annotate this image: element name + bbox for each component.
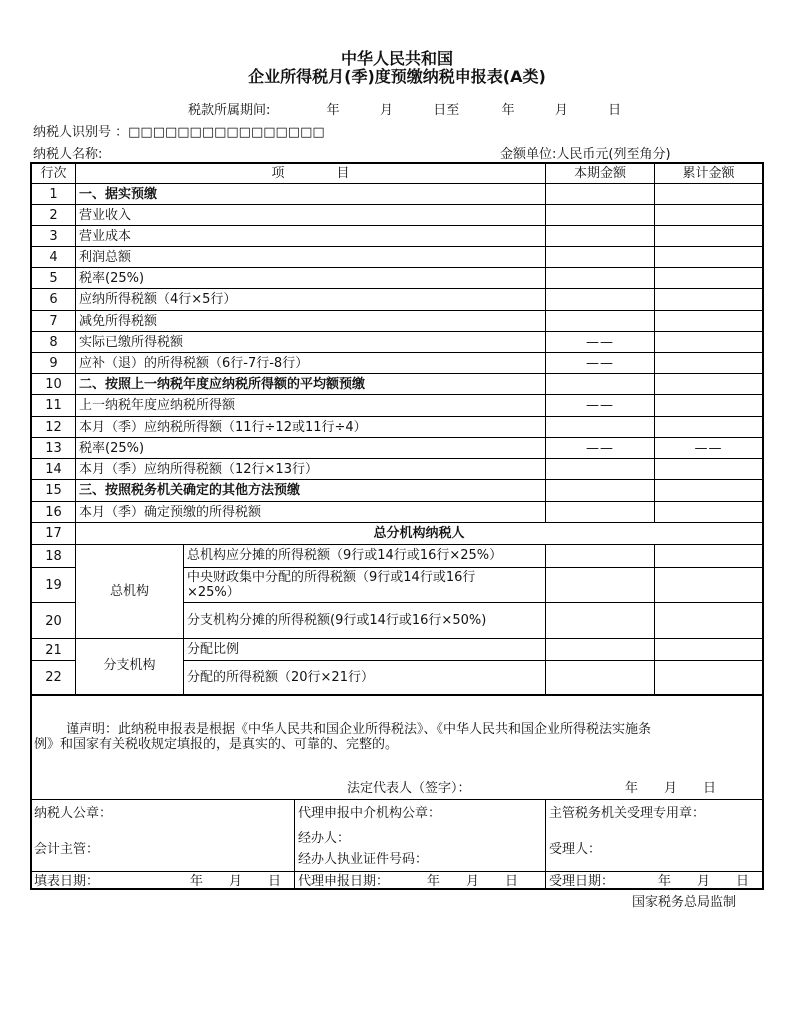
receive-date-label[interactable]: 受理日期： <box>549 874 615 889</box>
row-number: 21 <box>45 643 62 658</box>
row-number: 7 <box>49 314 58 329</box>
row-number: 12 <box>45 420 62 435</box>
authority-seal: 主管税务机关受理专用章： <box>549 806 706 821</box>
row-label: 分支机构分摊的所得税额(9行或14行或16行×50%) <box>187 613 487 628</box>
form-title-country: 中华人民共和国 <box>340 49 453 68</box>
row-label: 本月（季）确定预缴的所得税额 <box>79 505 262 520</box>
period-start-month: 月 <box>379 103 393 118</box>
row-number: 14 <box>45 462 62 477</box>
row-label: 营业成本 <box>79 229 132 244</box>
row-number: 16 <box>45 505 62 520</box>
taxpayer-id[interactable]: 纳税人识别号 ：□□□□□□□□□□□□□□□□ <box>33 125 325 140</box>
col-header-row: 行次 <box>40 166 67 181</box>
receive-date-value[interactable]: 年 月 日 <box>658 874 750 889</box>
declaration-line1: 谨声明：此纳税申报表是根据《中华人民共和国企业所得税法》、《中华人民共和国企业所得税法实施条 <box>66 722 652 737</box>
row-number: 10 <box>45 377 62 392</box>
row-label: 总机构应分摊的所得税额（9行或14行或16行×25%） <box>187 548 503 563</box>
row-number: 19 <box>45 578 62 593</box>
row-label: 利润总额 <box>79 250 132 265</box>
fill-date-label[interactable]: 填表日期： <box>34 874 100 889</box>
row-label: 税率(25%) <box>79 441 145 456</box>
row-number: 13 <box>45 441 62 456</box>
row-label: 税率(25%) <box>79 271 145 286</box>
row-label: 应纳所得税额（4行×5行） <box>79 292 237 307</box>
row-label: 上一纳税年度应纳税所得额 <box>79 398 236 413</box>
row-label: 营业收入 <box>79 208 132 223</box>
tax-form-table <box>30 162 764 890</box>
row-label: 本月（季）应纳税所得额（11行÷12或11行÷4） <box>79 420 367 435</box>
accountant-label[interactable]: 会计主管： <box>34 842 100 857</box>
agent-date-label[interactable]: 代理申报日期： <box>298 874 390 889</box>
row-number: 6 <box>49 292 58 307</box>
period-end-year: 年 <box>501 103 515 118</box>
period-label: 税款所属期间: <box>188 103 271 118</box>
col-header-period: 本期金额 <box>573 166 626 181</box>
row-number: 11 <box>45 398 62 413</box>
row-number: 17 <box>45 526 62 541</box>
row-number: 5 <box>49 271 58 286</box>
row-label: 分配的所得税额（20行×21行） <box>187 670 374 685</box>
row-label-continued: ×25%） <box>187 585 240 600</box>
legal-representative-signature[interactable]: 法定代表人（签字）： <box>347 781 471 796</box>
agent-date-value[interactable]: 年 月 日 <box>427 874 519 889</box>
row-number: 1 <box>49 187 58 202</box>
dash-cell: —— <box>586 398 614 413</box>
dash-cell: —— <box>586 441 614 456</box>
period-end-month: 月 <box>554 103 568 118</box>
row-label: 本月（季）应纳所得税额（12行×13行） <box>79 462 318 477</box>
tax-period <box>188 99 621 118</box>
taxpayer-name[interactable]: 纳税人名称: <box>33 147 103 162</box>
row-number: 8 <box>49 335 58 350</box>
fill-date-value[interactable]: 年 月 日 <box>190 874 282 889</box>
section-title-branch: 总分机构纳税人 <box>373 526 465 541</box>
dash-cell: —— <box>586 356 614 371</box>
receiver-label[interactable]: 受理人： <box>549 842 602 857</box>
period-end-day: 日 <box>608 103 622 118</box>
amount-unit: 金额单位:人民币元(列至角分) <box>500 147 671 162</box>
section-title-actual: 一、据实预缴 <box>79 187 158 202</box>
row-number: 20 <box>45 614 62 629</box>
row-label: 实际已缴所得税额 <box>79 335 184 350</box>
period-start-year: 年 <box>326 103 340 118</box>
declaration-line2: 例》和国家有关税收规定填报的，是真实的、可靠的、完整的。 <box>34 737 399 752</box>
row-label: 应补（退）的所得税额（6行-7行-8行） <box>79 356 309 371</box>
section-title-average: 二、按照上一纳税年度应纳税所得额的平均额预缴 <box>79 377 366 392</box>
row-number: 15 <box>45 483 62 498</box>
row-number: 18 <box>45 549 62 564</box>
row-number: 9 <box>49 356 58 371</box>
declaration-date[interactable]: 年 月 日 <box>625 781 717 796</box>
row-label: 分配比例 <box>187 642 240 657</box>
row-label: 中央财政集中分配的所得税额（9行或14行或16行 <box>187 570 476 585</box>
dash-cell: —— <box>586 335 614 350</box>
period-start-day: 日至 <box>433 103 460 118</box>
head-office-label: 总机构 <box>109 584 149 599</box>
row-number: 3 <box>49 229 58 244</box>
supervision-note: 国家税务总局监制 <box>632 895 737 910</box>
dash-cell: —— <box>694 441 723 456</box>
row-number: 2 <box>49 208 58 223</box>
col-header-cumulative: 累计金额 <box>682 166 735 181</box>
taxpayer-seal: 纳税人公章： <box>34 806 113 821</box>
section-title-other: 三、按照税务机关确定的其他方法预缴 <box>79 483 301 498</box>
row-label: 减免所得税额 <box>79 314 158 329</box>
agent-seal: 代理申报中介机构公章： <box>298 806 442 821</box>
form-title: 企业所得税月(季)度预缴纳税申报表(A类) <box>248 67 546 86</box>
handler-label[interactable]: 经办人： <box>298 831 351 846</box>
row-number: 22 <box>45 670 62 685</box>
row-number: 4 <box>49 250 58 265</box>
handler-cert-label[interactable]: 经办人执业证件号码： <box>298 852 429 867</box>
branch-label: 分支机构 <box>103 658 156 673</box>
col-header-item: 项 目 <box>271 166 350 181</box>
